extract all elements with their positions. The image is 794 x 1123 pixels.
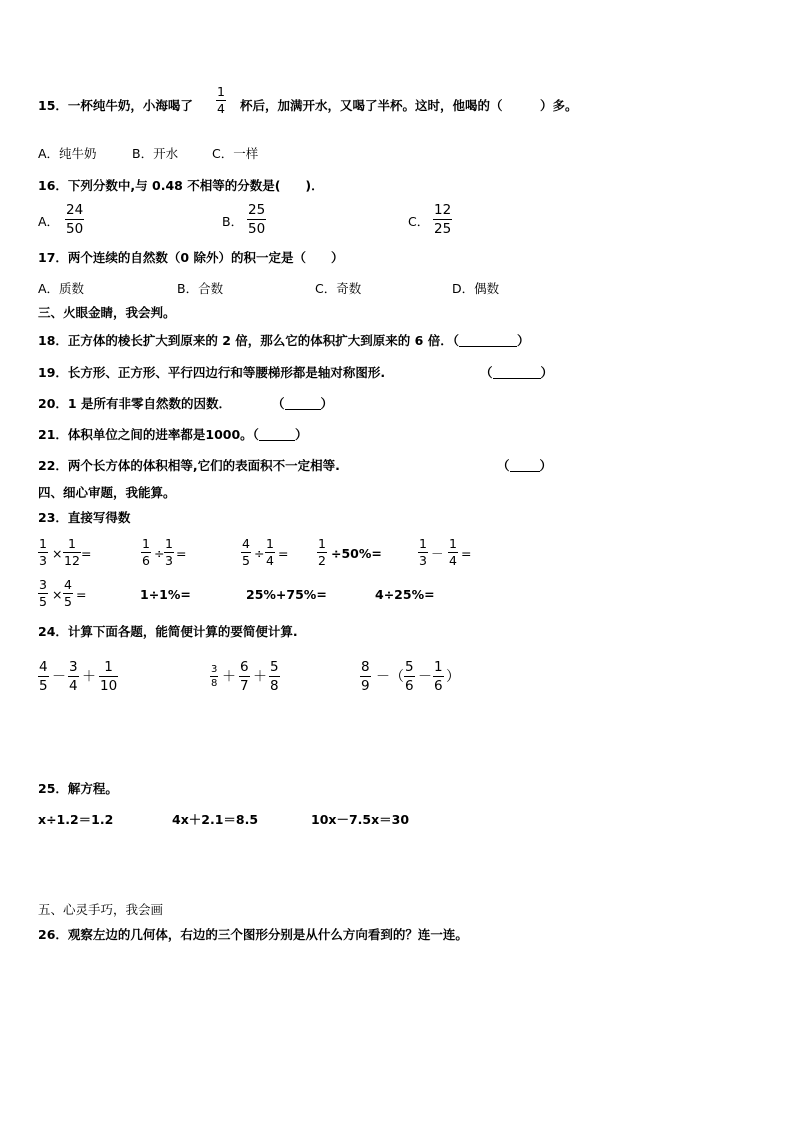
q16-option-a-label[interactable]: A． (38, 214, 60, 229)
q16-option-b-fraction[interactable] (247, 202, 266, 237)
q23-e6-operator: × (52, 587, 63, 602)
numerator: 1 (449, 536, 457, 551)
q20-answer-blank[interactable] (285, 397, 321, 410)
q16-option-b-label[interactable]: B． (222, 214, 244, 229)
denominator: 10 (100, 678, 118, 694)
q16-question: 16．下列分数中,与 0.48 不相等的分数是( )． (38, 178, 324, 193)
q24-e1-fraction-c (99, 659, 118, 694)
q24-e2-op1: ＋ (222, 669, 236, 685)
q21-statement (38, 427, 307, 443)
q15-frac-numerator: 1 (217, 84, 225, 99)
q23-e6-equals: = (76, 587, 87, 602)
denominator: 8 (270, 678, 279, 694)
denominator: 4 (266, 553, 274, 568)
q16-c-numerator: 12 (434, 202, 452, 218)
q18-answer-blank[interactable] (459, 334, 517, 347)
q15-text-post: 杯后，加满开水，又喝了半杯。这时，他喝的（ ）多。 (240, 98, 578, 113)
q23-e9: 4÷25%= (375, 587, 435, 602)
numerator: 8 (361, 659, 370, 675)
q25-equation-3: 10x－7.5x＝30 (311, 812, 410, 827)
denominator: 9 (361, 678, 370, 694)
q16-option-a-fraction[interactable] (65, 202, 84, 237)
denominator: 12 (64, 553, 80, 568)
q16-b-denominator: 50 (248, 221, 266, 237)
q23-e3-fraction-b (265, 537, 275, 568)
numerator: 4 (39, 659, 48, 675)
q18-close: ） (516, 333, 530, 348)
q21-close: ） (294, 427, 308, 442)
q25-question: 25．解方程。 (38, 781, 118, 796)
q15-option-a[interactable]: A．纯牛奶 (38, 146, 97, 161)
numerator: 4 (242, 536, 250, 551)
q22-statement: 22．两个长方体的体积相等,它们的表面积不一定相等. (38, 458, 340, 473)
q22-answer (497, 458, 552, 474)
q16-c-denominator: 25 (434, 221, 452, 237)
section-5-heading: 五、心灵手巧，我会画 (38, 902, 164, 917)
q24-e3-close-paren: ） (446, 669, 460, 685)
denominator: 2 (318, 553, 326, 568)
q23-e1-fraction-b (63, 537, 81, 568)
q24-e2-op2: ＋ (253, 669, 267, 685)
q24-e2-fraction-b (239, 659, 250, 694)
denominator: 3 (39, 553, 47, 568)
q16-b-numerator: 25 (248, 202, 266, 218)
q24-e3-op1: －（ (376, 669, 404, 685)
section-4-heading: 四、细心审题，我能算。 (38, 485, 176, 500)
q17-option-a[interactable]: A．质数 (38, 281, 85, 296)
numerator: 1 (419, 536, 427, 551)
numerator: 1 (165, 536, 173, 551)
numerator: 1 (142, 536, 150, 551)
q24-e2-fraction-a (210, 664, 218, 689)
q23-e8: 25%+75%= (246, 587, 327, 602)
q19-open: （ (480, 365, 493, 380)
q15-fraction (216, 85, 226, 116)
q23-e1-operator: × (52, 546, 63, 561)
q19-answer (480, 365, 553, 381)
numerator: 1 (104, 659, 113, 675)
denominator: 3 (165, 553, 173, 568)
q16-option-c-label[interactable]: C． (408, 214, 430, 229)
numerator: 1 (266, 536, 274, 551)
denominator: 5 (64, 594, 72, 609)
q22-close: ） (539, 458, 553, 473)
denominator: 6 (142, 553, 150, 568)
q23-e2-fraction-b (164, 537, 174, 568)
q17-option-c[interactable]: C．奇数 (315, 281, 362, 296)
q23-e2-operator: ÷ (154, 546, 165, 561)
denominator: 8 (211, 678, 218, 689)
q24-e3-fraction-c (433, 659, 444, 694)
q23-e5-fraction-a (418, 537, 428, 568)
numerator: 6 (240, 659, 249, 675)
denominator: 7 (240, 678, 249, 694)
q23-e5-equals: = (461, 546, 472, 561)
q24-e1-op2: ＋ (82, 669, 96, 685)
numerator: 3 (69, 659, 78, 675)
q18-text: 18．正方体的棱长扩大到原来的 2 倍，那么它的体积扩大到原来的 6 倍．（ (38, 333, 459, 348)
q20-open: （ (272, 396, 285, 411)
q23-e1-equals: = (81, 546, 92, 561)
q24-e1-fraction-a (38, 659, 49, 694)
q24-e3-fraction-a (360, 659, 371, 694)
q24-question: 24．计算下面各题，能简便计算的要简便计算. (38, 624, 298, 639)
numerator: 3 (39, 577, 47, 592)
numerator: 3 (211, 664, 218, 675)
denominator: 5 (39, 678, 48, 694)
q21-answer-blank[interactable] (259, 428, 295, 441)
q23-e2-equals: = (176, 546, 187, 561)
q18-statement (38, 333, 529, 349)
q23-question: 23．直接写得数 (38, 510, 131, 525)
q25-equation-1: x÷1.2＝1.2 (38, 812, 114, 827)
q24-e1-fraction-b (68, 659, 79, 694)
q23-e7: 1÷1%= (140, 587, 191, 602)
q23-e6-fraction-a (38, 578, 48, 609)
q23-e3-equals: = (278, 546, 289, 561)
q20-close: ） (320, 396, 334, 411)
q25-equation-2: 4x＋2.1＝8.5 (172, 812, 259, 827)
q19-close: ） (540, 365, 554, 380)
q23-e4-fraction (317, 537, 327, 568)
denominator: 3 (419, 553, 427, 568)
q16-a-denominator: 50 (66, 221, 84, 237)
q20-answer (272, 396, 333, 412)
denominator: 4 (69, 678, 78, 694)
q23-e3-fraction-a (241, 537, 251, 568)
q19-statement: 19．长方形、正方形、平行四边行和等腰梯形都是轴对称图形. (38, 365, 386, 380)
q26-question: 26．观察左边的几何体，右边的三个图形分别是从什么方向看到的？连一连。 (38, 927, 468, 942)
q15-option-c[interactable]: C．一样 (212, 146, 259, 161)
q23-e6-fraction-b (63, 578, 73, 609)
denominator: 5 (39, 594, 47, 609)
numerator: 1 (67, 536, 76, 551)
denominator: 6 (405, 678, 414, 694)
q20-statement: 20．1 是所有非零自然数的因数． (38, 396, 231, 411)
numerator: 1 (318, 536, 326, 551)
q22-answer-blank[interactable] (510, 459, 540, 472)
q23-e5-operator: － (431, 546, 444, 561)
denominator: 6 (434, 678, 443, 694)
numerator: 1 (39, 536, 47, 551)
q21-text: 21．体积单位之间的进率都是1000。（ (38, 427, 259, 442)
denominator: 5 (242, 553, 250, 568)
q17-option-b[interactable]: B．合数 (177, 281, 224, 296)
numerator: 5 (405, 659, 414, 675)
q17-option-d[interactable]: D．偶数 (452, 281, 500, 296)
q24-e1-op1: － (52, 669, 66, 685)
q16-option-c-fraction[interactable] (433, 202, 452, 237)
q17-question: 17．两个连续的自然数（0 除外）的积一定是（ ） (38, 250, 344, 265)
q24-e2-fraction-c (269, 659, 280, 694)
numerator: 1 (434, 659, 443, 675)
numerator: 4 (64, 577, 72, 592)
q19-answer-blank[interactable] (493, 366, 541, 379)
q23-e1-fraction-a (38, 537, 48, 568)
q23-e2-fraction-a (141, 537, 151, 568)
q24-e3-op2: － (418, 669, 432, 685)
denominator: 4 (449, 553, 457, 568)
q24-e3-fraction-b (404, 659, 415, 694)
q23-e3-operator: ÷ (254, 546, 265, 561)
q23-e5-fraction-b (448, 537, 458, 568)
numerator: 5 (270, 659, 279, 675)
q15-option-b[interactable]: B．开水 (132, 146, 179, 161)
q15-frac-denominator: 4 (217, 101, 225, 116)
q23-e4-tail: ÷50%= (331, 546, 382, 561)
section-3-heading: 三、火眼金睛，我会判。 (38, 305, 176, 320)
q15-text-pre: 15．一杯纯牛奶，小海喝了 (38, 98, 193, 113)
q16-a-numerator: 24 (66, 202, 84, 218)
q22-open: （ (497, 458, 510, 473)
